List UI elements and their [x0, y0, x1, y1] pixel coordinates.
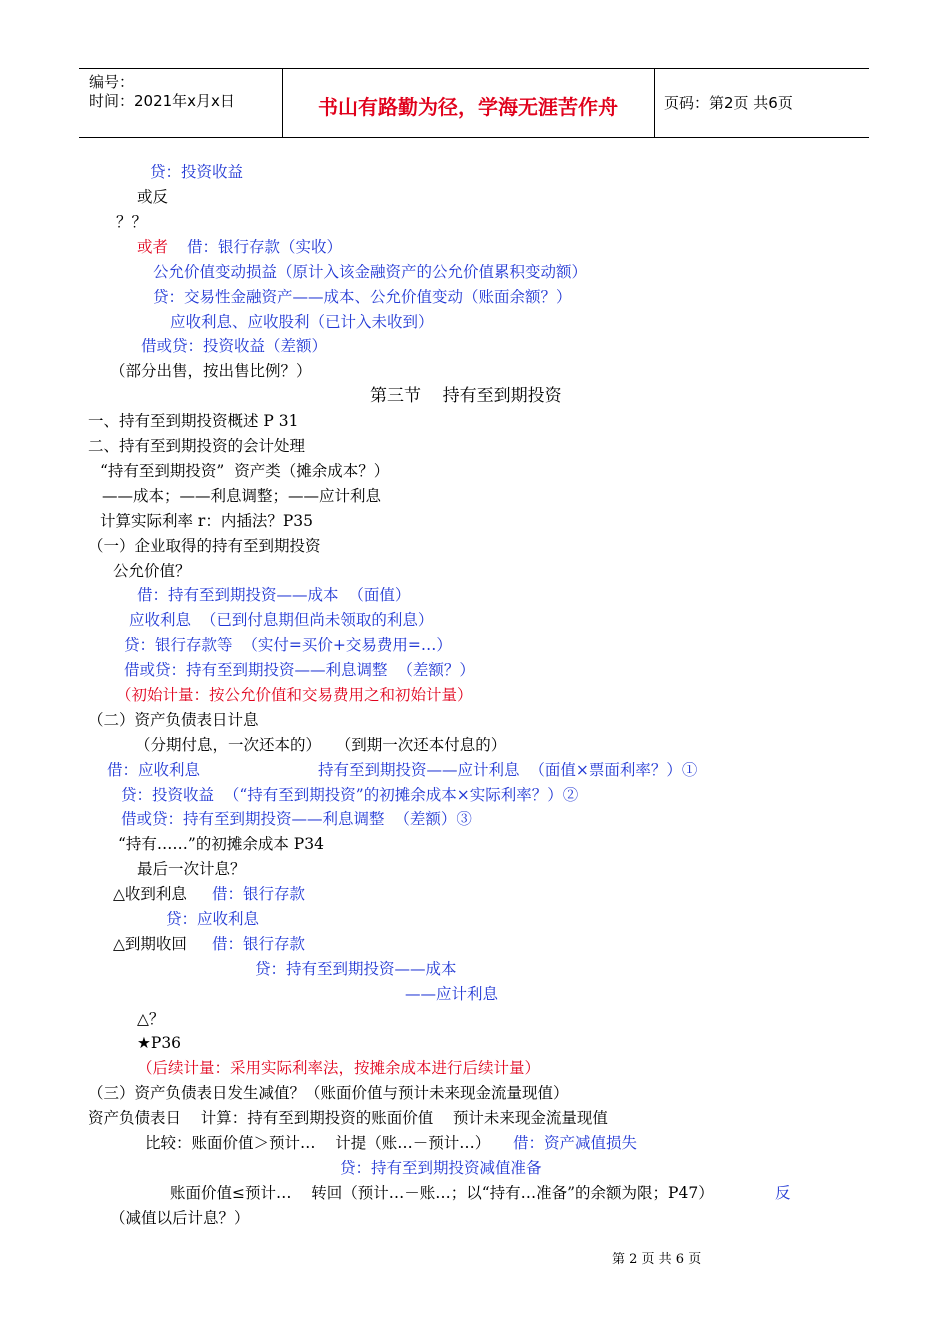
text-line: 贷：持有至到期投资减值准备 [340, 1159, 542, 1177]
number-label: 编号： [89, 73, 135, 91]
text-line: 最后一次计息？ [137, 860, 246, 878]
text-line: 贷：投资收益 （“持有至到期投资”的初摊余成本×实际利率？）② [121, 786, 579, 804]
text-line: （二）资产负债表日计息 [88, 711, 259, 729]
text-line: （减值以后计息？） [110, 1209, 250, 1227]
header-motto: 书山有路勤为径，学海无涯苦作舟 [318, 95, 618, 119]
text-line: （后续计量：采用实际利率法，按摊余成本进行后续计量） [137, 1059, 541, 1077]
text-line: ★P36 [137, 1034, 182, 1052]
text-line: △？ [137, 1010, 165, 1028]
text-line: 贷：银行存款等 （实付=买价+交易费用=…） [124, 636, 452, 654]
text-line: △收到利息 [113, 885, 187, 903]
text-line: 公允价值？ [113, 562, 191, 580]
text-line: 借：应收利息 [107, 761, 201, 779]
text-line: “持有……”的初摊余成本 P34 [118, 835, 324, 853]
text-line: 计算实际利率 r：内插法？P35 [100, 512, 313, 530]
text-line: 借：资产减值损失 [513, 1134, 638, 1152]
text-line: 资产负债表日 计算：持有至到期投资的账面价值 预计未来现金流量现值 [88, 1109, 608, 1127]
text-line: （部分出售，按出售比例？） [110, 362, 312, 380]
text-line: 借或贷：持有至到期投资——利息调整 （差额）③ [121, 810, 472, 828]
text-line: ——应计利息 [405, 985, 499, 1003]
text-line: 反 [775, 1184, 791, 1202]
text-line: （三）资产负债表日发生减值？（账面价值与预计未来现金流量现值） [88, 1084, 569, 1102]
text-line: △到期收回 [113, 935, 187, 953]
text-line: 借或贷：持有至到期投资——利息调整 （差额？） [124, 661, 475, 679]
text-line: 贷：交易性金融资产——成本、公允价值变动（账面余额？） [153, 288, 572, 306]
text-line: 或者 [137, 238, 169, 256]
text-line: 贷：投资收益 [150, 163, 244, 181]
text-line: 二、持有至到期投资的会计处理 [88, 437, 306, 455]
date-label: 时间：2021年x月x日 [89, 92, 235, 110]
text-line: 公允价值变动损益（原计入该金融资产的公允价值累积变动额） [153, 263, 588, 281]
section-title: 第三节 持有至到期投资 [370, 386, 562, 406]
text-line: 借：银行存款 [212, 935, 306, 953]
text-line: 借：银行存款（实收） [187, 238, 343, 256]
text-line: 应收利息、应收股利（已计入未收到） [170, 313, 434, 331]
text-line: 持有至到期投资——应计利息 （面值×票面利率？）① [318, 761, 698, 779]
page-info: 页码：第2页 共6页 [664, 94, 793, 112]
text-line: （初始计量：按公允价值和交易费用之和初始计量） [116, 686, 473, 704]
text-line: 应收利息 （已到付息期但尚未领取的利息） [129, 611, 434, 629]
page-footer: 第 2 页 共 6 页 [612, 1252, 702, 1267]
text-line: （一）企业取得的持有至到期投资 [88, 537, 321, 555]
text-line: “持有至到期投资” 资产类（摊余成本？） [100, 462, 390, 480]
text-line: 一、持有至到期投资概述 P 31 [88, 412, 299, 430]
page-header [79, 68, 869, 138]
text-line: 贷：持有至到期投资——成本 [255, 960, 457, 978]
header-divider [654, 69, 655, 137]
text-line: （分期付息，一次还本的） （到期一次还本付息的） [135, 736, 507, 754]
text-line: ？？ [116, 213, 148, 231]
text-line: ——成本；——利息调整；——应计利息 [102, 487, 382, 505]
text-line: 借：持有至到期投资——成本 （面值） [137, 586, 411, 604]
text-line: 借或贷：投资收益（差额） [141, 337, 328, 355]
text-line: 贷：应收利息 [166, 910, 260, 928]
text-line: 借：银行存款 [212, 885, 306, 903]
text-line: 比较：账面价值＞预计… 计提（账…－预计…） [145, 1134, 491, 1152]
text-line: 账面价值≤预计… 转回（预计…－账…；以“持有…准备”的余额为限；P47） [170, 1184, 714, 1202]
text-line: 或反 [137, 188, 169, 206]
